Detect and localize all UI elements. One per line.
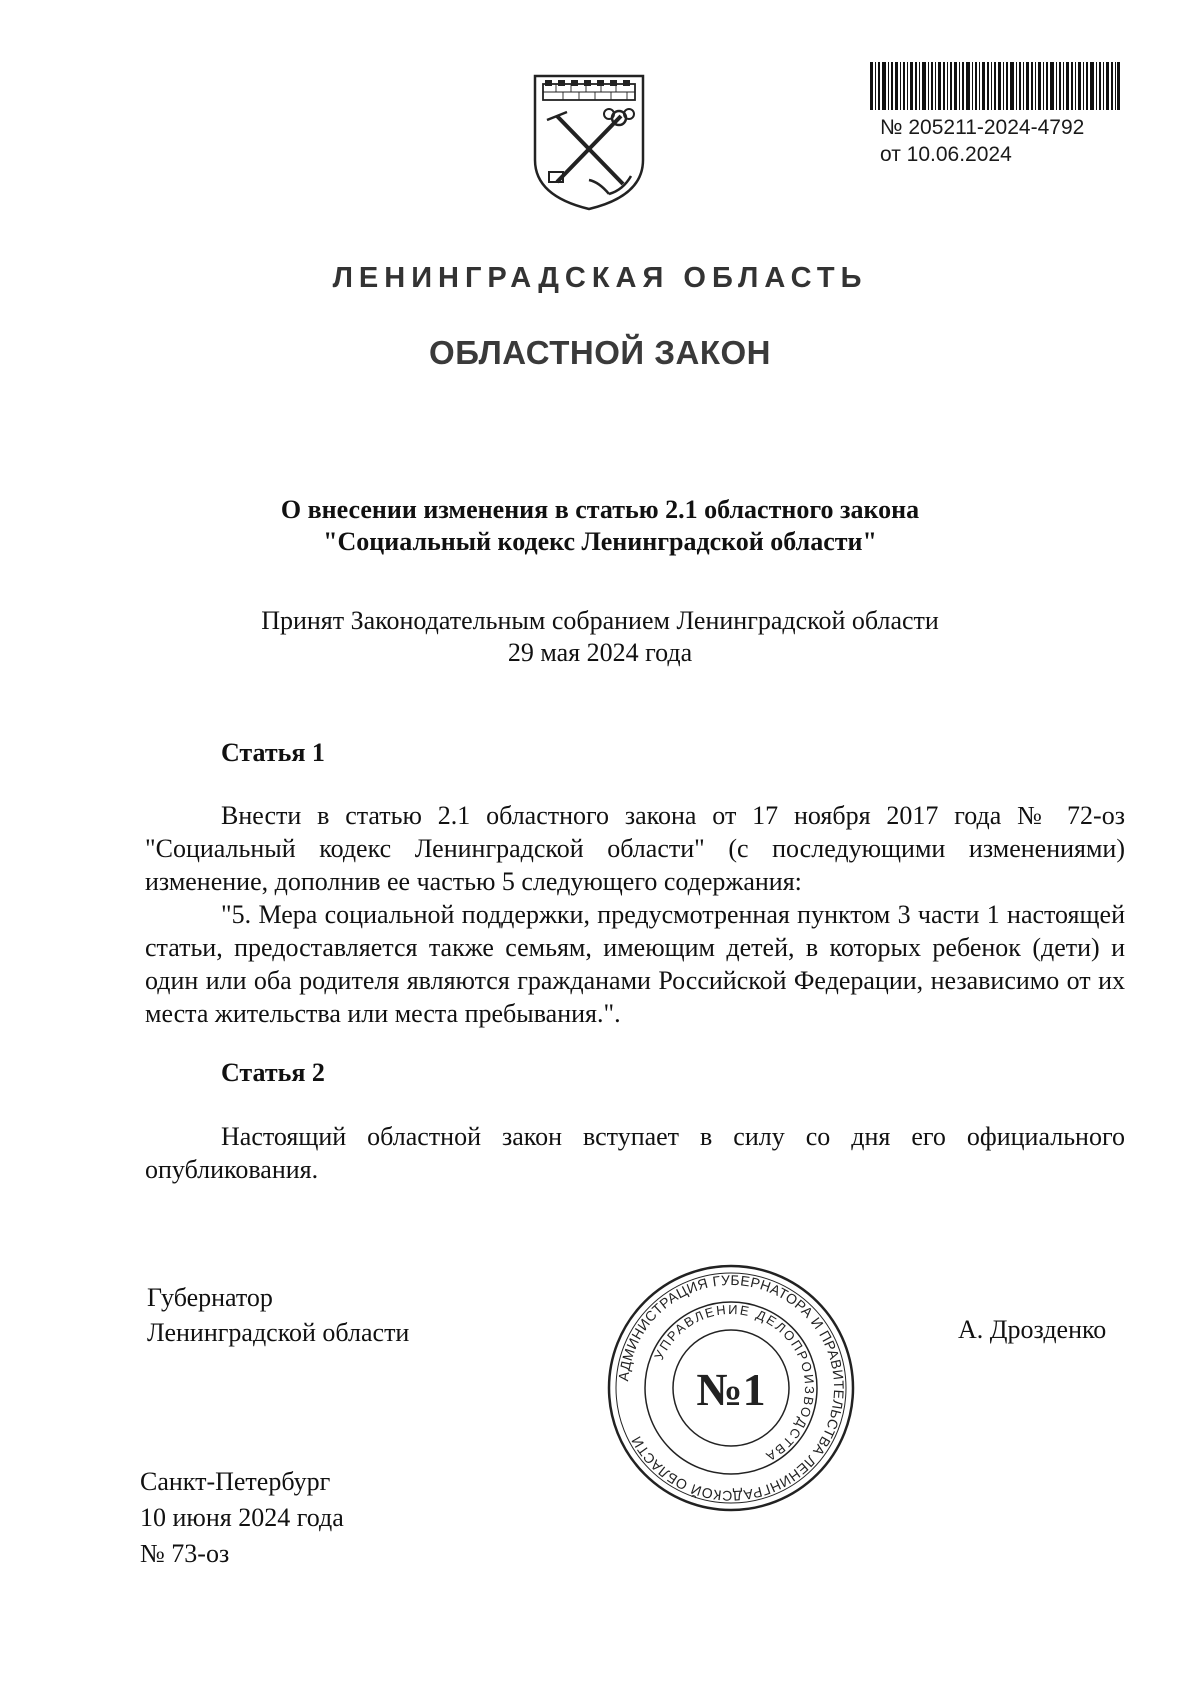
- signing-place-date: [140, 1464, 344, 1572]
- signing-city: Санкт-Петербург: [140, 1467, 331, 1496]
- article-1-paragraph-1: Внести в статью 2.1 областного закона от 17 ноября 2017 года № 72-оз "Социальный кодекс Ленинградской области" (с последующими изменениями) изменение, дополнив ее частью 5 следующего содержания:: [145, 801, 1125, 896]
- seal-center-number: №1: [696, 1364, 766, 1415]
- signatory-position: [147, 1280, 409, 1350]
- registration-date: от 10.06.2024: [880, 143, 1012, 166]
- law-title: [0, 494, 1200, 558]
- signatory-region: Ленинградской области: [147, 1318, 410, 1347]
- adoption-line: Принят Законодательным собранием Ленинградской области: [261, 606, 939, 635]
- adoption-note: [0, 605, 1200, 669]
- article-2-heading: Статья 2: [221, 1058, 325, 1087]
- signatory-title: Губернатор: [147, 1283, 273, 1312]
- article-1-heading: Статья 1: [221, 738, 325, 767]
- region-name: ЛЕНИНГРАДСКАЯ ОБЛАСТЬ: [332, 262, 868, 294]
- article-2-paragraph-1: Настоящий областной закон вступает в силу со дня его официального опубликования.: [145, 1122, 1125, 1184]
- seal-outer-text: АДМИНИСТРАЦИЯ ГУБЕРНАТОРА И ПРАВИТЕЛЬСТВА ЛЕНИНГРАДСКОЙ ОБЛАСТИ: [615, 1271, 848, 1505]
- registration-info: [880, 114, 1084, 168]
- registration-number: № 205211-2024-4792: [880, 116, 1085, 139]
- law-type: ОБЛАСТНОЙ ЗАКОН: [429, 334, 771, 371]
- law-title-line: О внесении изменения в статью 2.1 областного закона: [280, 495, 920, 524]
- adoption-date: 29 мая 2024 года: [507, 638, 693, 667]
- coat-of-arms-emblem: [531, 72, 647, 212]
- seal-inner-text: УПРАВЛЕНИЕ ДЕЛОПРОИЗВОДСТВА: [651, 1301, 818, 1466]
- official-seal: [605, 1262, 857, 1514]
- law-number: № 73-оз: [140, 1539, 230, 1568]
- signing-date: 10 июня 2024 года: [140, 1503, 344, 1532]
- barcode: [870, 62, 1120, 110]
- article-1-paragraph-2: "5. Мера социальной поддержки, предусмотренная пунктом 3 части 1 настоящей статьи, предоставляется также семьям, имеющим детей, в которых ребенок (дети) и один или оба родителя являются гражданами Российской Федерации, независимо от их места жительства или места пребывания.".: [145, 900, 1125, 1028]
- signatory-name: А. Дрозденко: [958, 1315, 1107, 1344]
- law-title-line: "Социальный кодекс Ленинградской области": [323, 527, 877, 556]
